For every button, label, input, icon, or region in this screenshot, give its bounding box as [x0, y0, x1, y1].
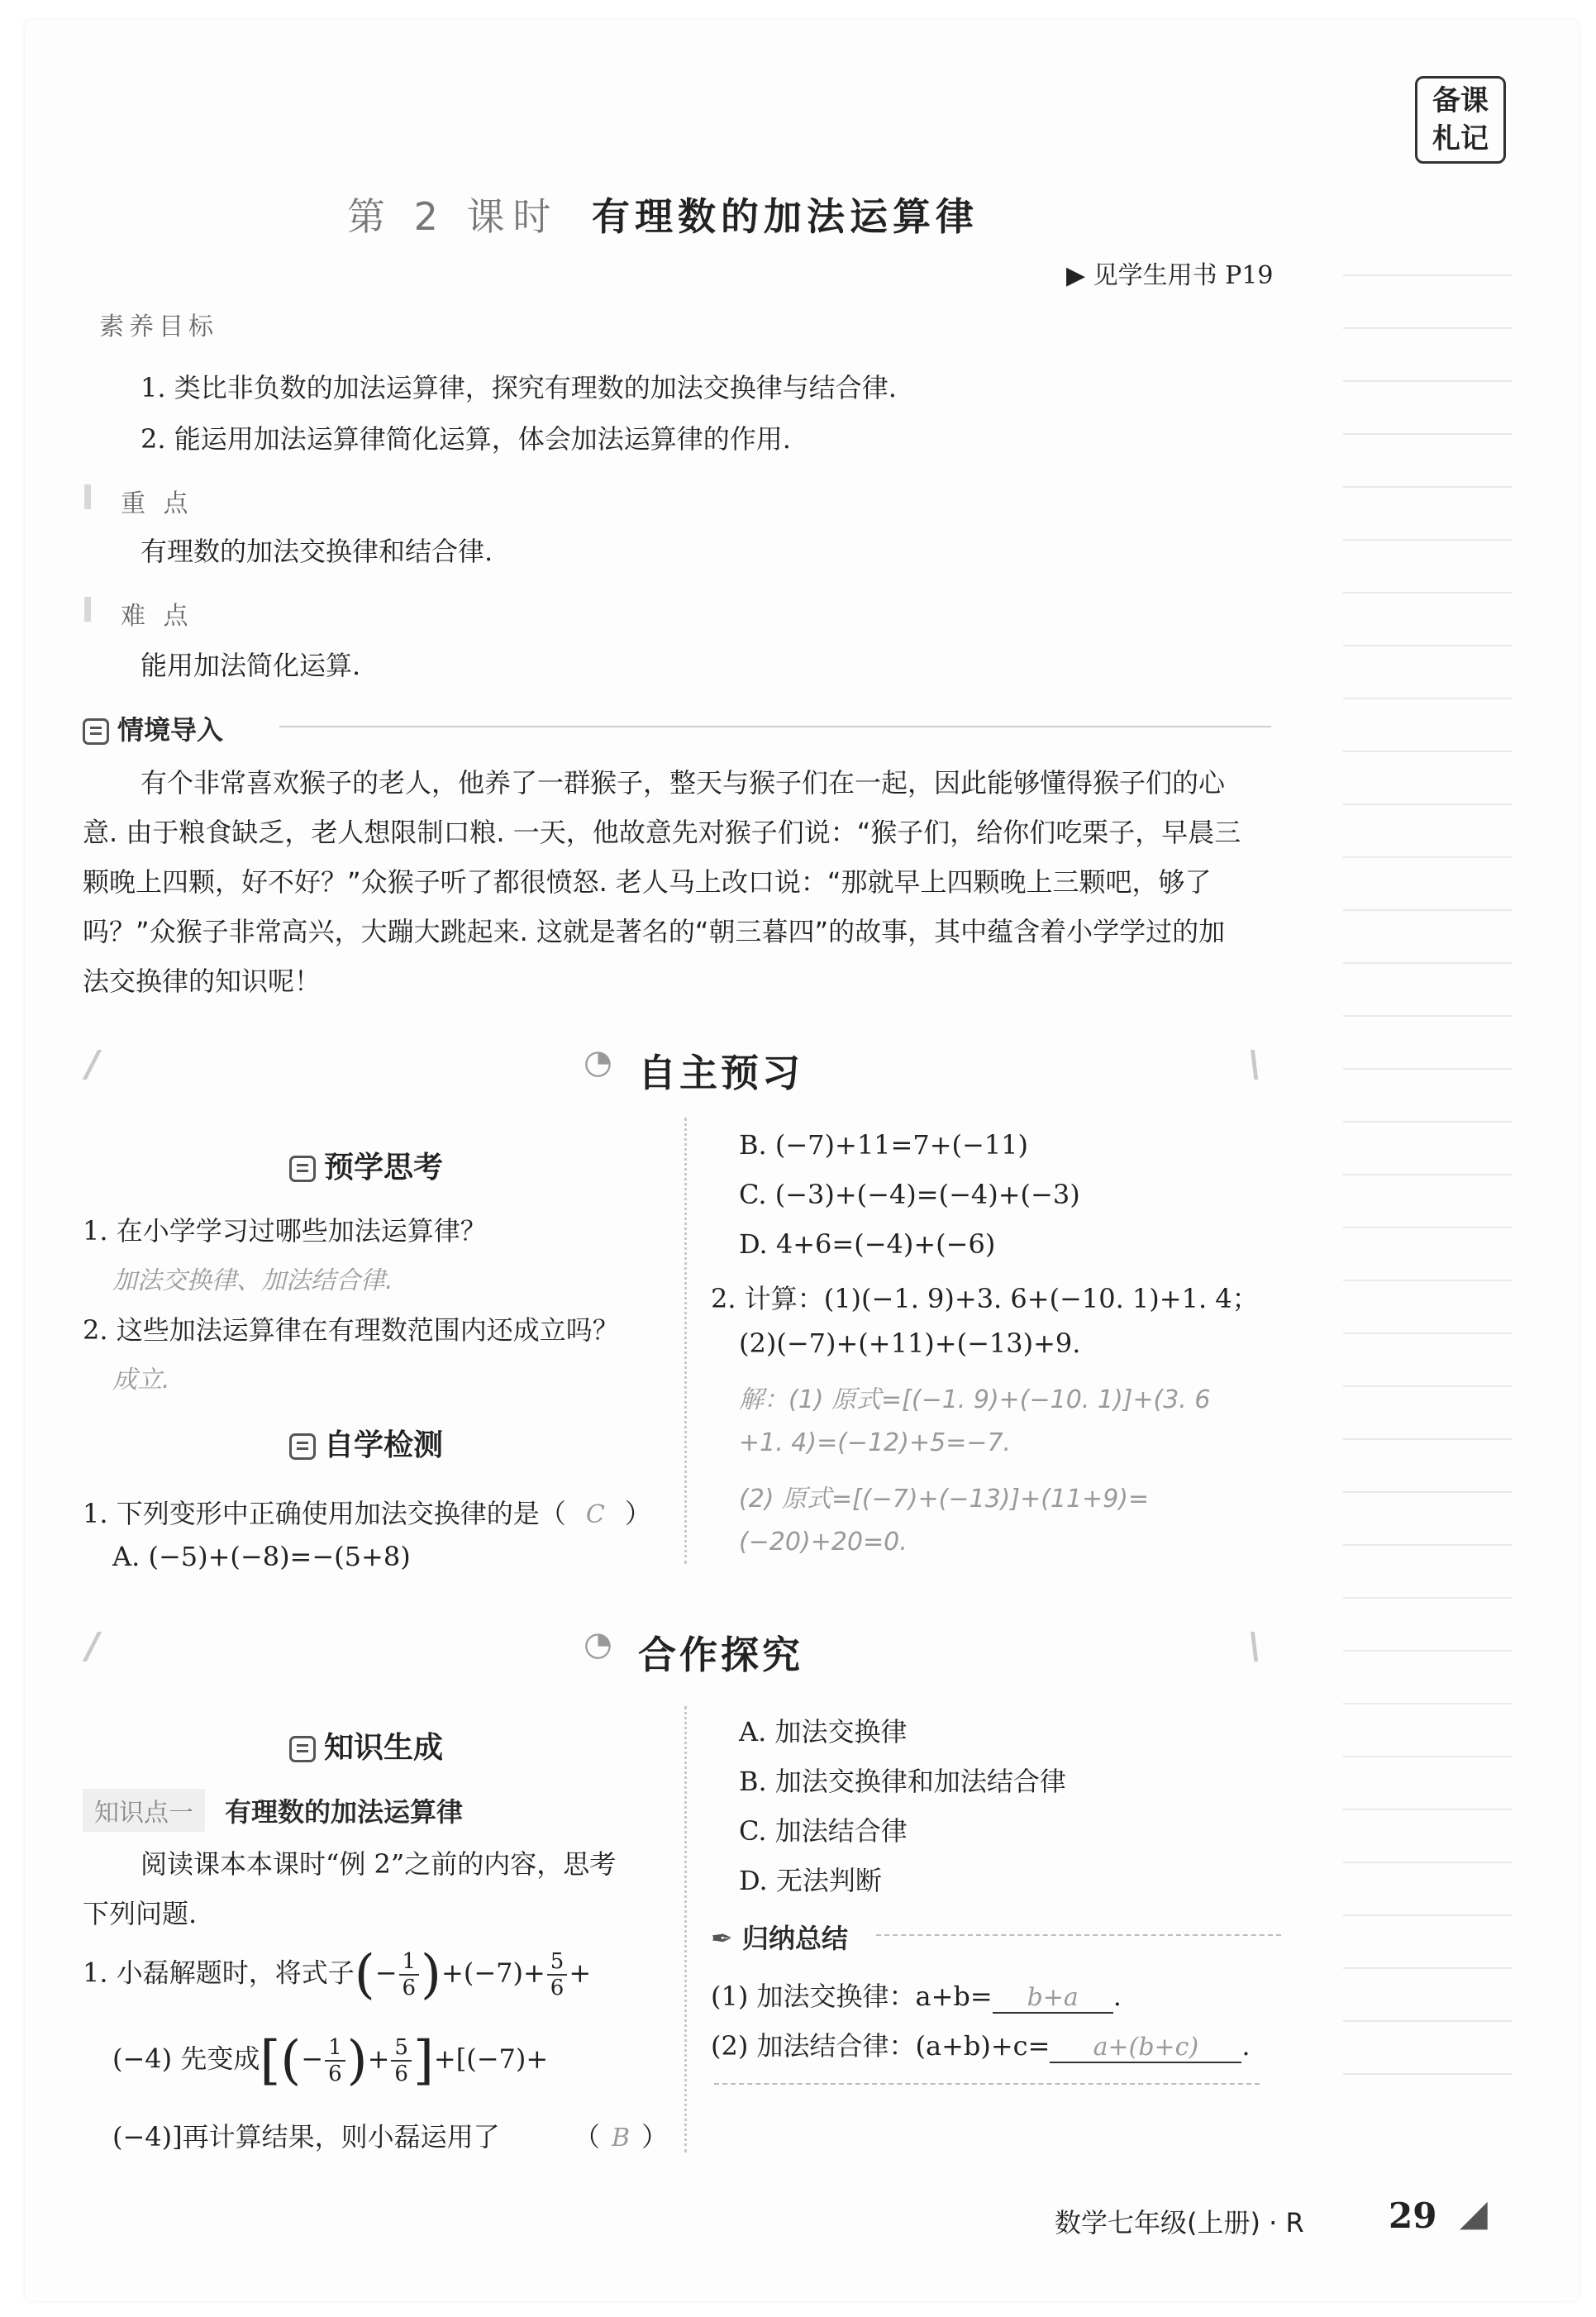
magnifier-icon: ◔	[584, 1043, 612, 1081]
knowledge-heading-row	[289, 1724, 443, 1766]
question-stem: 1. 下列变形中正确使用加法交换律的是（	[83, 1498, 566, 1529]
column-divider	[684, 1118, 687, 1564]
fraction: $\frac{5}{6}$	[547, 1949, 568, 2000]
knowledge-point-topic: 有理数的加法运算律	[225, 1796, 464, 1828]
handwritten-answer: (−20)+20=0.	[739, 1528, 908, 1557]
reference-text: 见学生用书 P19	[1093, 261, 1274, 290]
self-check-heading-row	[289, 1422, 443, 1464]
play-triangle-icon: ▶	[1066, 261, 1086, 290]
self-study-heading: 自主预习	[638, 1051, 803, 1095]
knowledge-heading: 知识生成	[324, 1731, 444, 1765]
slash-decoration: /	[86, 1625, 100, 1667]
handwritten-answer: 解：(1) 原式=[(−1. 9)+(−10. 1)]+(3. 6	[739, 1385, 1211, 1414]
expression-line-3	[112, 2116, 500, 2154]
option-item: B. (−7)+11=7+(−11)	[739, 1129, 1029, 1161]
column-divider	[684, 1706, 687, 2153]
option-item: A. 加法交换律	[739, 1716, 908, 1747]
book-icon	[289, 1156, 316, 1182]
notebook-icon	[289, 1736, 316, 1762]
intro-line: 颗晚上四颗，好不好？”众猴子听了都很愤怒. 老人马上改口说：“那就早上四颗晚上三颗吧，够了	[83, 866, 1212, 898]
lesson-number: 第 2 课时	[347, 194, 560, 239]
question-text: 2. 计算：(1)(−1. 9)+3. 6+(−10. 1)+1. 4；	[711, 1283, 1259, 1314]
handwritten-answer: 成立.	[112, 1366, 170, 1394]
option-item: D. 无法判断	[739, 1865, 882, 1896]
handwritten-answer: b+a	[993, 1983, 1113, 2014]
question-text: 2. 这些加法运算律在有理数范围内还成立吗？	[83, 1314, 619, 1346]
summary-rule	[876, 1934, 1281, 1936]
summary-rule	[714, 2083, 1260, 2085]
question-text: 1. 在小学学习过哪些加法运算律？	[83, 1215, 487, 1247]
option-item: B. 加法交换律和加法结合律	[739, 1766, 1066, 1797]
self-check-heading: 自学检测	[324, 1428, 444, 1462]
intro-heading: 情境导入	[117, 714, 224, 746]
section-marker	[84, 597, 91, 622]
reading-instruction: 下列问题.	[83, 1898, 198, 1929]
check-icon	[289, 1433, 316, 1460]
option-item: A. (−5)+(−8)=−(5+8)	[112, 1541, 411, 1572]
intro-line: 意. 由于粮食缺乏，老人想限制口粮. 一天，他故意先对猴子们说：“猴子们，给你们吃栗子，早晨三	[83, 817, 1241, 848]
expression-part: +[(−7)+	[433, 2043, 549, 2075]
magnifier-icon: ◔	[584, 1625, 612, 1663]
handwritten-answer: B	[612, 2124, 631, 2153]
option-item: C. 加法结合律	[739, 1815, 908, 1847]
intro-heading-row	[83, 709, 223, 747]
fraction: $\frac{5}{6}$	[391, 2035, 412, 2086]
expression-part: +(−7)+	[441, 1957, 545, 1989]
cooperation-heading: 合作探究	[638, 1633, 803, 1677]
knowledge-point-row	[83, 1789, 463, 1832]
pre-thinking-heading-row	[289, 1144, 443, 1186]
key-point-heading: 重 点	[121, 489, 193, 518]
fraction: $\frac{1}{6}$	[325, 2035, 345, 2086]
expression-part: +	[569, 1957, 592, 1989]
summary-heading: 归纳总结	[741, 1923, 848, 1954]
expression-line-1: 1. 小磊解题时，将式子(− $\frac{1}{6}$ )+(−7)+ $\frac{5}{6}$ +	[83, 1944, 592, 2005]
summary-heading-row	[711, 1918, 848, 1956]
objective-item: 2. 能运用加法运算律简化运算，体会加法运算律的作用.	[141, 423, 791, 455]
slash-decoration: \	[1248, 1043, 1262, 1085]
difficulty-heading: 难 点	[121, 602, 193, 631]
slash-decoration: \	[1248, 1625, 1262, 1667]
page-number: 29	[1389, 2195, 1437, 2236]
handwritten-answer: (2) 原式=[(−7)+(−13)]+(11+9)=	[739, 1485, 1150, 1514]
question-text: (2)(−7)+(+11)+(−13)+9.	[739, 1328, 1081, 1359]
stamp-line-2: 札记	[1432, 122, 1489, 155]
book-title: 数学七年级(上册) · R	[1055, 2207, 1304, 2238]
difficulty-text: 能用加法简化运算.	[141, 650, 361, 681]
intro-line: 有个非常喜欢猴子的老人，他养了一群猴子，整天与猴子们在一起，因此能够懂得猴子们的心	[141, 767, 1226, 799]
handwritten-answer: 加法交换律、加法结合律.	[112, 1266, 393, 1295]
expression-part: (−4) 先变成	[112, 2043, 260, 2075]
stamp-line-1: 备课	[1432, 84, 1489, 117]
handwritten-answer: +1. 4)=(−12)+5=−7.	[739, 1428, 1012, 1457]
fraction: $\frac{1}{6}$	[399, 1949, 420, 2000]
student-book-reference	[1066, 255, 1274, 291]
summary-line: (1) 加法交换律：a+b= b+a .	[711, 1981, 1122, 2012]
intro-line: 吗？”众猴子非常高兴，大蹦大跳起来. 这就是著名的“朝三暮四”的故事，其中蕴含着小学学过的加	[83, 916, 1226, 947]
summary-line: (2) 加法结合律：(a+b)+c= a+(b+c) .	[711, 2030, 1251, 2062]
lesson-notes-stamp	[1415, 76, 1506, 164]
objective-item: 1. 类比非负数的加法运算律，探究有理数的加法交换律与结合律.	[141, 372, 897, 403]
reading-instruction: 阅读课本本课时“例 2”之前的内容，思考	[141, 1848, 617, 1880]
paren-close: ）	[625, 1498, 652, 1529]
pencil-icon: ✒	[711, 1923, 733, 1954]
option-item: C. (−3)+(−4)=(−4)+(−3)	[739, 1179, 1080, 1210]
handwritten-answer: a+(b+c)	[1050, 2033, 1241, 2063]
answer-paren: （ B ）	[574, 2121, 669, 2153]
intro-rule	[279, 726, 1271, 727]
corner-arrow-icon: ◢	[1460, 2192, 1488, 2234]
section-marker	[84, 484, 91, 509]
note-lines	[1343, 223, 1513, 2124]
key-point-text: 有理数的加法交换律和结合律.	[141, 536, 493, 567]
handwritten-answer: C	[585, 1500, 605, 1529]
option-item: D. 4+6=(−4)+(−6)	[739, 1228, 996, 1260]
knowledge-point-tag: 知识点一	[83, 1789, 205, 1832]
intro-icon	[83, 718, 109, 745]
intro-line: 法交换律的知识呢！	[83, 965, 322, 997]
question-text	[83, 1493, 651, 1531]
expression-part: (−4)]再计算结果，则小磊运用了	[112, 2121, 500, 2153]
pre-thinking-heading: 预学思考	[324, 1151, 444, 1185]
question-stem: 1. 小磊解题时，将式子	[83, 1957, 355, 1989]
expression-line-2: (−4) 先变成[(− $\frac{1}{6}$ )+ $\frac{5}{6}$ ]+[(−7)+	[112, 2030, 549, 2091]
objectives-heading: 素养目标	[99, 312, 218, 341]
slash-decoration: /	[86, 1043, 100, 1085]
page-title: 有理数的加法运算律	[592, 194, 979, 239]
